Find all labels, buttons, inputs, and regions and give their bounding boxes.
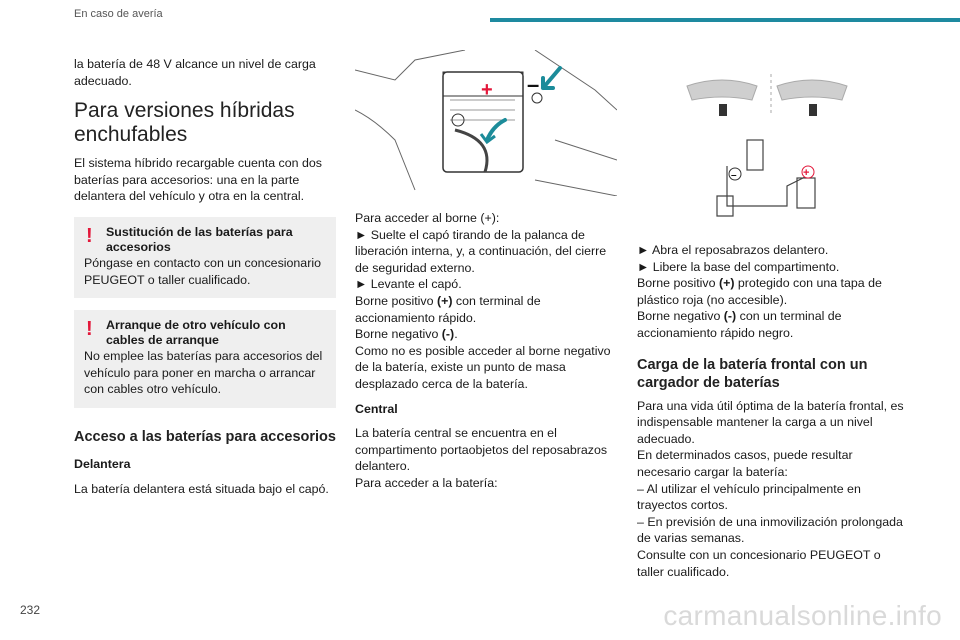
svg-text:+: + [481, 79, 493, 101]
charging-bullet-2: – En previsión de una inmovilización prolongada de varias semanas. [637, 514, 903, 546]
section-heading-charging: Carga de la batería frontal con un cargador de baterías [637, 356, 868, 391]
column-3 [637, 56, 905, 588]
step-release-hood: ► Suelte el capó tirando de la palanca de liberación interna, y, a continuación, del cierre de seguridad externo. [355, 227, 607, 275]
header-accent-bar [490, 18, 960, 22]
charging-para-3: Consulte con un concesionario PEUGEOT o taller cualificado. [637, 547, 881, 579]
svg-text:–: – [731, 170, 737, 181]
watermark: carmanualsonline.info [663, 600, 942, 631]
access-intro: Para acceder al borne (+): [355, 211, 500, 225]
running-header: En caso de avería [74, 8, 163, 20]
battery-illustration [355, 50, 617, 196]
step-lift-hood: ► Levante el capó. [355, 277, 462, 292]
front-battery-text: La batería delantera está situada bajo el capó. [74, 481, 329, 496]
step-open-armrest: ► Abra el reposabrazos delantero. [637, 243, 829, 257]
positive-terminal-text: Borne positivo (+) con terminal de accionamiento rápido. [355, 293, 541, 325]
warning-body: No emplee las baterías para accesorios del vehículo para poner en marcha o arrancar con cables otro vehículo. [84, 349, 323, 397]
charging-bullet-1: – Al utilizar el vehículo principalmente en trayectos cortos. [637, 481, 861, 513]
charging-para-1: Para una vida útil óptima de la batería frontal, es indispensable mantener la carga a un nivel adecuado. [637, 398, 904, 446]
negative-terminal-text: Borne negativo (-) con un terminal de accionamiento rápido negro. [637, 309, 842, 340]
warning-box-jumpstart [74, 310, 336, 408]
intro-text: la batería de 48 V alcance un nivel de carga adecuado. [74, 57, 316, 88]
warning-box-replacement [74, 217, 336, 298]
exclamation-warning-icon: ! [86, 224, 93, 247]
column-1 [74, 56, 336, 505]
svg-text:–: – [527, 72, 540, 97]
section-heading-access: Acceso a las baterías para accesorios [74, 428, 336, 445]
central-access-intro: Para acceder a la batería: [355, 475, 498, 490]
armrest-battery-illustration [637, 66, 905, 236]
subheading-central: Central [355, 401, 398, 416]
section-heading-hybrid: Para versiones híbridas enchufables [74, 99, 295, 147]
exclamation-warning-icon: ! [86, 318, 93, 341]
positive-terminal-text: Borne positivo (+) protegido con una tapa de plástico roja (no accesible). [637, 276, 882, 307]
charging-para-2: En determinados casos, puede resultar necesario cargar la batería: [637, 448, 853, 479]
warning-title: Sustitución de las baterías para accesorios [106, 224, 293, 254]
ground-point-text: Como no es posible acceder al borne negativo de la batería, existe un punto de masa desplazado cerca de la batería. [355, 343, 611, 391]
subheading-front: Delantera [74, 456, 131, 471]
warning-title: Arranque de otro vehículo con cables de arranque [106, 318, 286, 348]
step-release-base: ► Libere la base del compartimento. [637, 259, 840, 274]
central-battery-text: La batería central se encuentra en el compartimento portaobjetos del reposabrazos delantero. [355, 426, 608, 474]
negative-terminal-text: Borne negativo (-). [355, 327, 458, 342]
hybrid-paragraph: El sistema híbrido recargable cuenta con dos baterías para accesorios: una en la parte delantera del vehículo y otra en la central. [74, 156, 322, 204]
column-2 [355, 56, 620, 500]
page-number: 232 [20, 603, 41, 617]
warning-body: Póngase en contacto con un concesionario PEUGEOT o taller cualificado. [84, 255, 321, 287]
svg-text:+: + [803, 167, 810, 179]
